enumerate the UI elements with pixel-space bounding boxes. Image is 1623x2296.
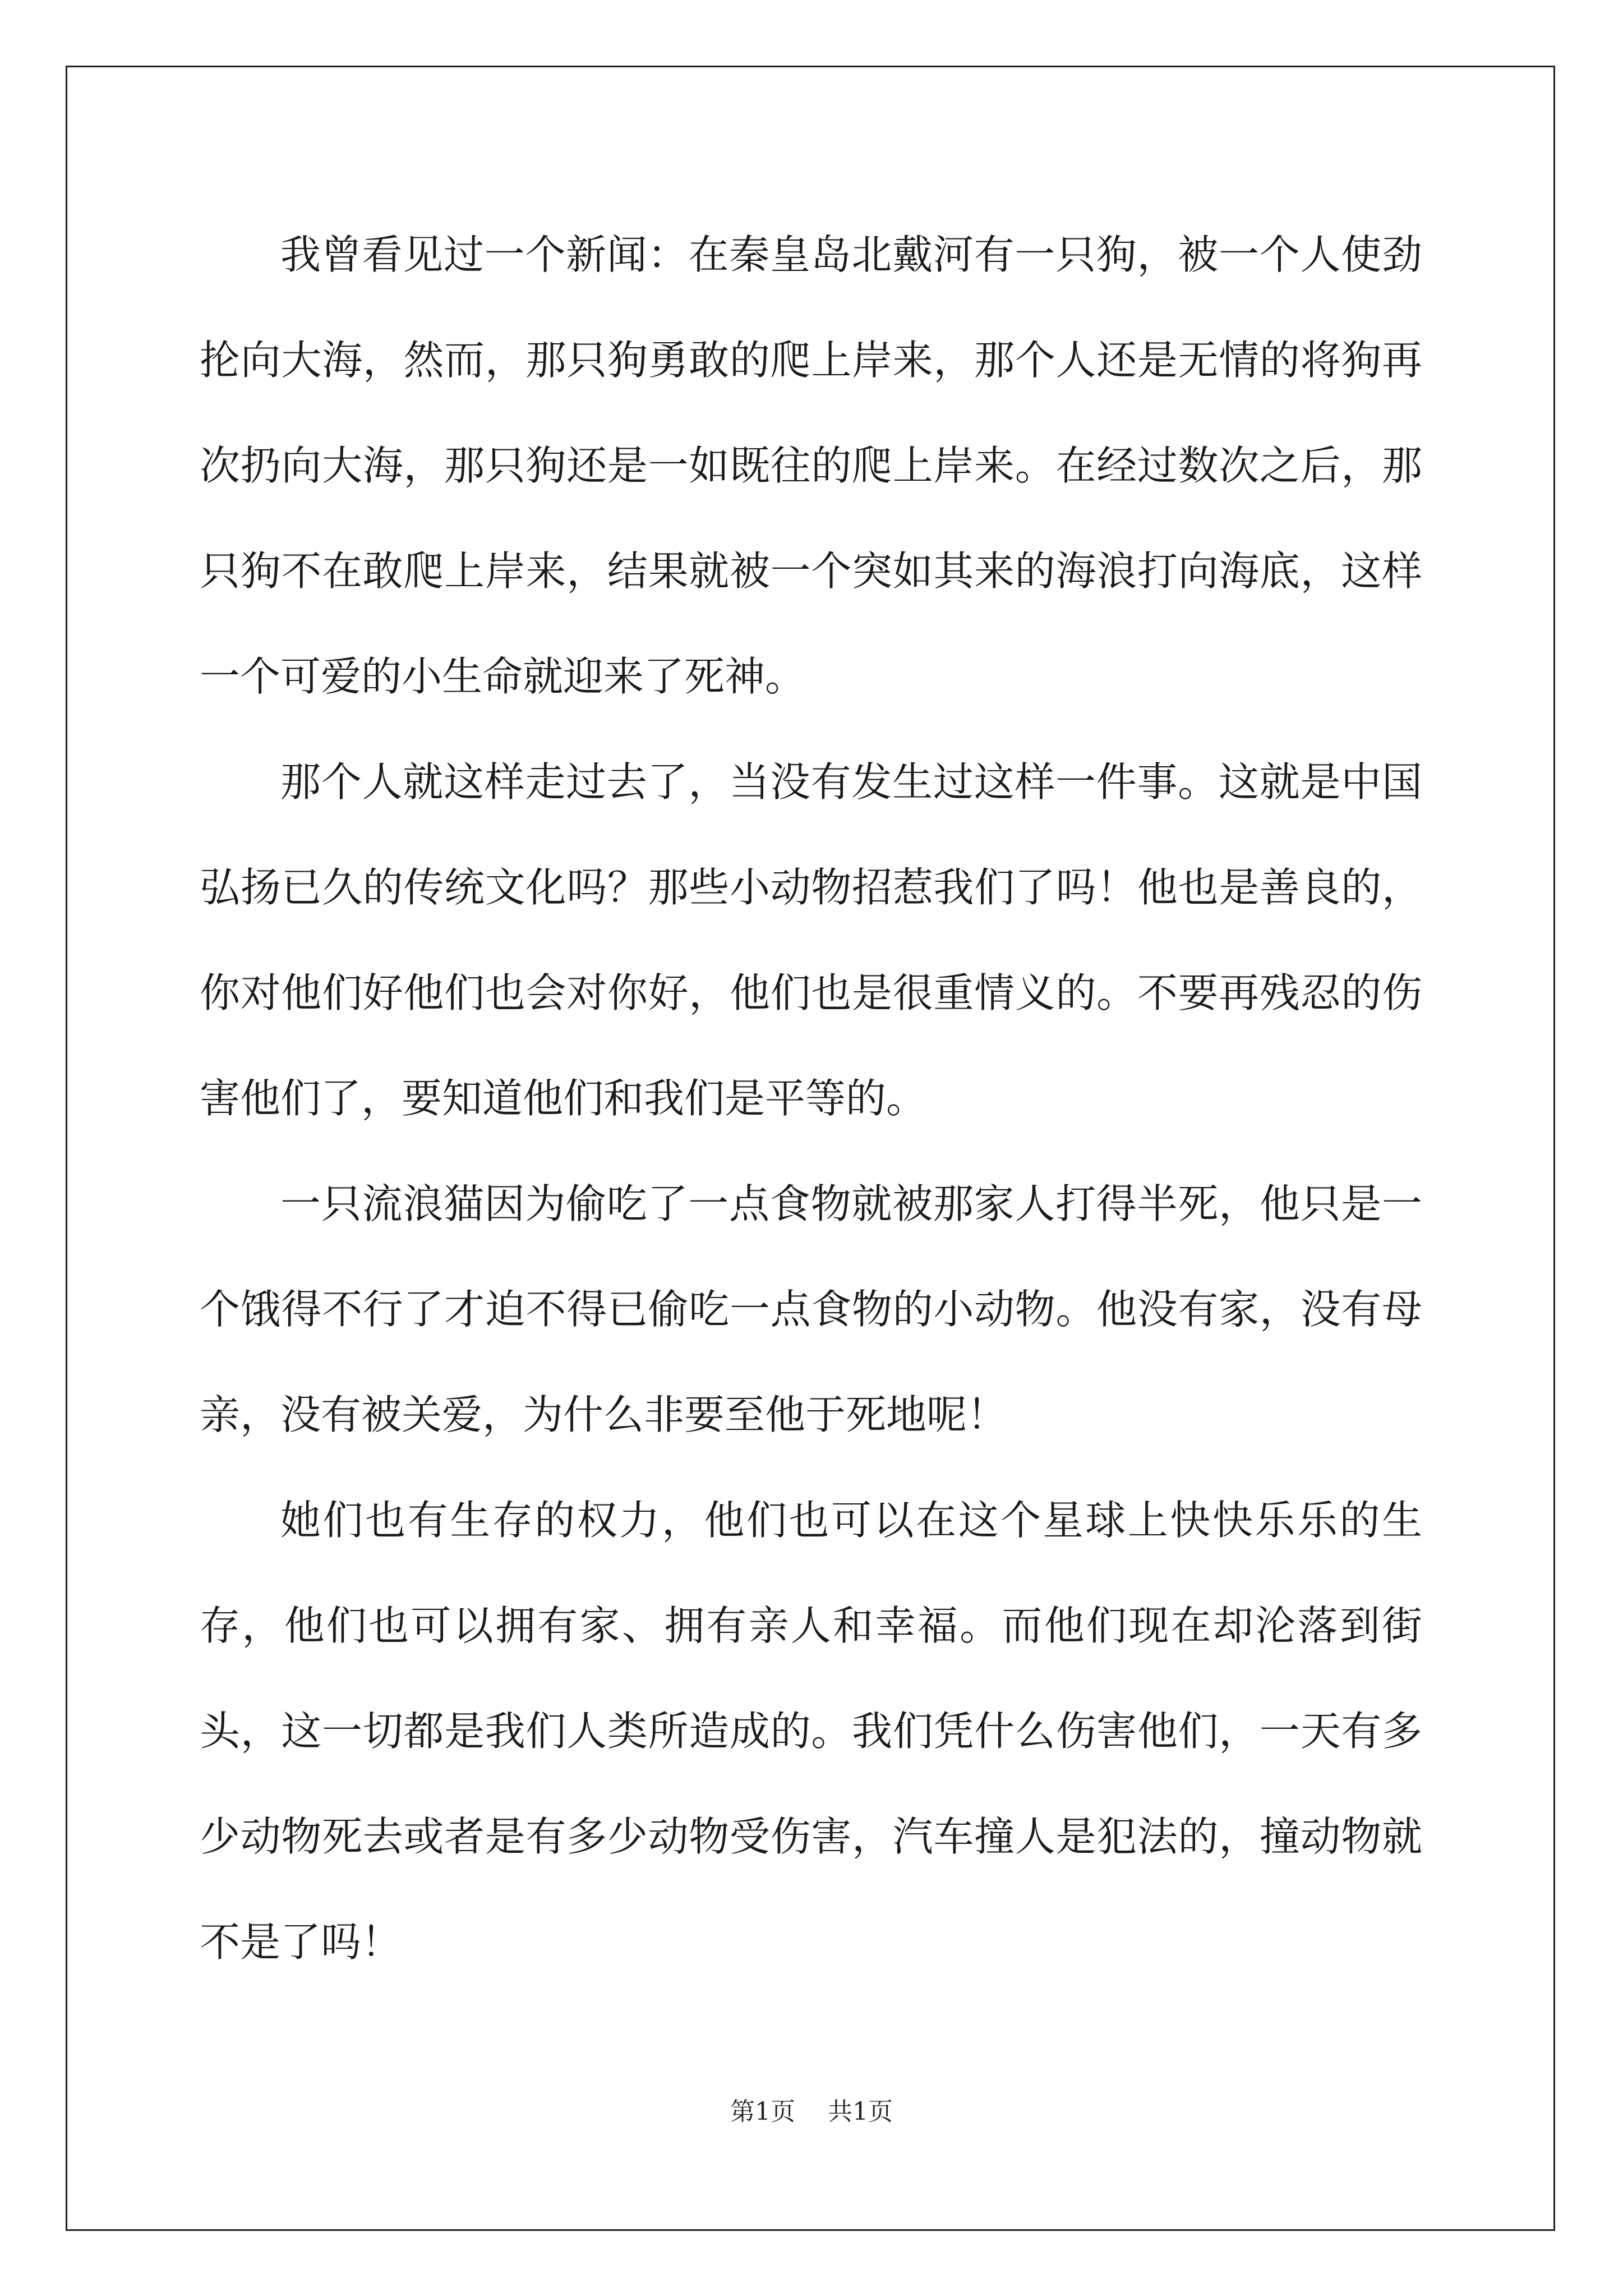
page-footer xyxy=(0,2091,1623,2127)
page-number: 第1页 xyxy=(730,2097,795,2126)
document-body xyxy=(200,202,1422,1995)
paragraph-4: 她们也有生存的权力，他们也可以在这个星球上快快乐乐的生存，他们也可以拥有家、拥有亲人和幸福。而他们现在却沦落到街头，这一切都是我们人类所造成的。我们凭什么伤害他们，一天有多少动物死去或者是有多少动物受伤害，汽车撞人是犯法的，撞动物就不是了吗！ xyxy=(200,1497,1422,1966)
paragraph-3: 一只流浪猫因为偷吃了一点食物就被那家人打得半死，他只是一个饿得不行了才迫不得已偷吃一点食物的小动物。他没有家，没有母亲，没有被关爱，为什么非要至他于死地呢！ xyxy=(200,1180,1422,1438)
page-total: 共1页 xyxy=(828,2097,893,2126)
paragraph-1: 我曾看见过一个新闻：在秦皇岛北戴河有一只狗，被一个人使劲抡向大海，然而，那只狗勇敢的爬上岸来，那个人还是无情的将狗再次扔向大海，那只狗还是一如既往的爬上岸来。在经过数次之后，那只狗不在敢爬上岸来，结果就被一个突如其来的海浪打向海底，这样一个可爱的小生命就迎来了死神。 xyxy=(200,231,1422,700)
paragraph-2: 那个人就这样走过去了，当没有发生过这样一件事。这就是中国弘扬已久的传统文化吗？那些小动物招惹我们了吗！他也是善良的，你对他们好他们也会对你好，他们也是很重情义的。不要再残忍的伤害他们了，要知道他们和我们是平等的。 xyxy=(200,758,1422,1122)
